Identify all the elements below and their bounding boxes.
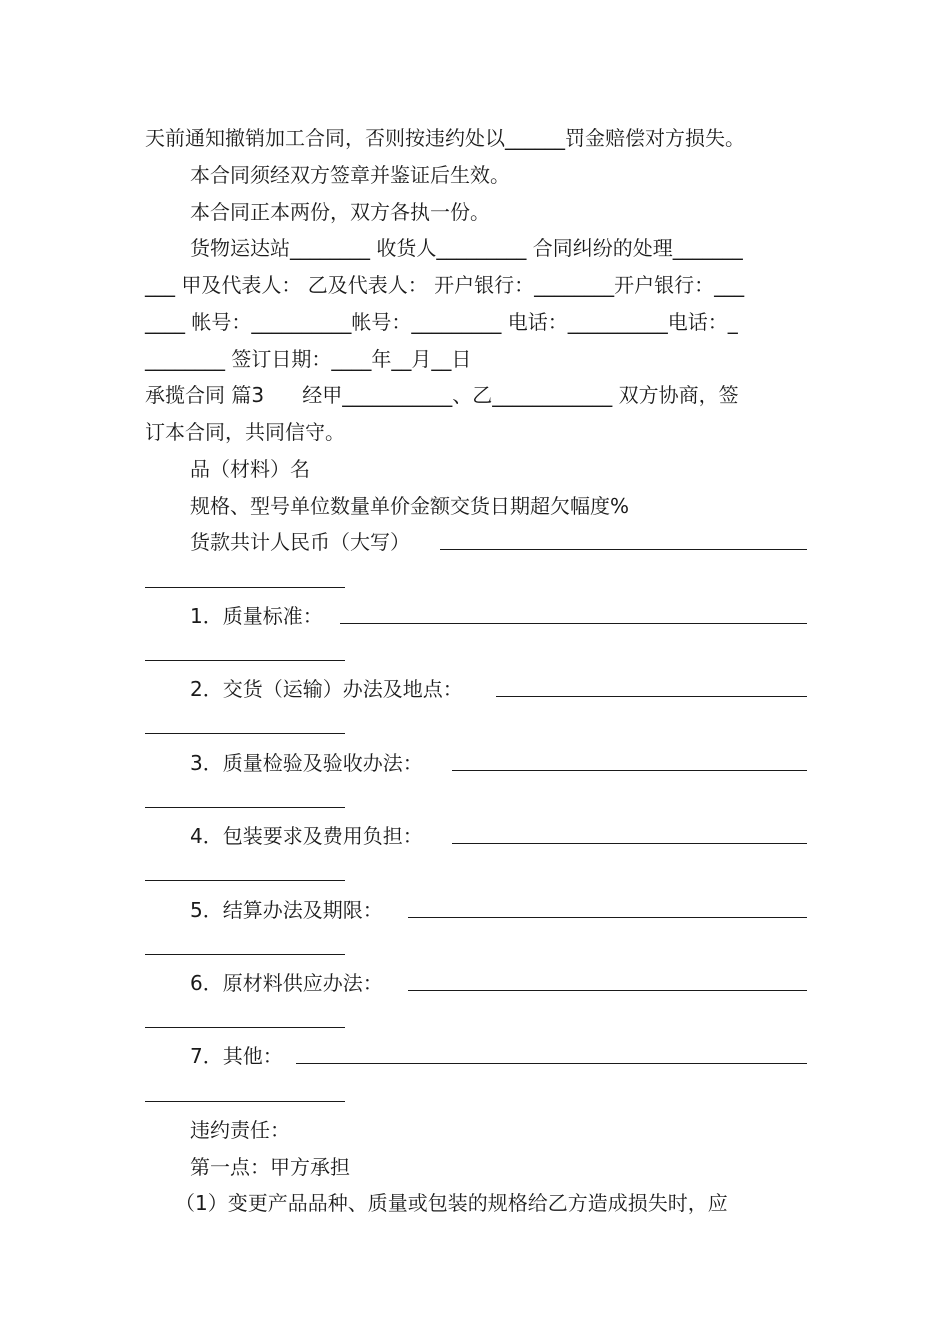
item-label: 6．原材料供应办法： <box>190 971 383 995</box>
paragraph: 本合同须经双方签章并鉴证后生效。 <box>190 163 510 187</box>
paragraph: 货物运达站________ 收货人_________ 合同纠纷的处理_______ <box>190 236 743 260</box>
blank-line <box>145 587 345 588</box>
item-label: 2．交货（运输）办法及地点： <box>190 677 463 701</box>
item-label: 7．其他： <box>190 1044 283 1068</box>
blank-line <box>145 660 345 661</box>
item-label: 货款共计人民币（大写） <box>190 530 410 554</box>
blank-line <box>145 1027 345 1028</box>
item-label: 5．结算办法及期限： <box>190 898 383 922</box>
blank-line <box>496 696 807 697</box>
blank-line <box>145 733 345 734</box>
item-label: 1．质量标准： <box>190 604 323 628</box>
paragraph: 订本合同，共同信守。 <box>145 420 345 444</box>
blank-line <box>145 880 345 881</box>
paragraph: ____ 帐号：__________帐号：_________ 电话：__________电话：_ <box>145 310 738 334</box>
blank-line <box>452 843 807 844</box>
blank-line <box>408 917 807 918</box>
blank-line <box>296 1063 807 1064</box>
paragraph: ________ 签订日期：____年__月__日 <box>145 347 472 371</box>
item-label: 4．包装要求及费用负担： <box>190 824 423 848</box>
blank-line <box>340 623 807 624</box>
blank-line <box>440 549 807 550</box>
paragraph: （1）变更产品品种、质量或包装的规格给乙方造成损失时，应 <box>175 1191 728 1215</box>
blank-line <box>145 807 345 808</box>
blank-line <box>145 954 345 955</box>
paragraph: 天前通知撤销加工合同，否则按违约处以______罚金赔偿对方损失。 <box>145 126 745 150</box>
paragraph: 规格、型号单位数量单价金额交货日期超欠幅度% <box>190 494 630 518</box>
paragraph: 品（材料）名 <box>190 457 310 481</box>
blank-line <box>145 1101 345 1102</box>
paragraph: 承揽合同 篇3 经甲___________、乙____________ 双方协商，签 <box>145 383 739 407</box>
paragraph: 第一点：甲方承担 <box>190 1155 350 1179</box>
item-label: 3．质量检验及验收办法： <box>190 751 423 775</box>
blank-line <box>452 770 807 771</box>
section-heading: 违约责任： <box>190 1118 290 1142</box>
paragraph: 本合同正本两份，双方各执一份。 <box>190 200 490 224</box>
blank-line <box>408 990 807 991</box>
paragraph: ___ 甲及代表人： 乙及代表人： 开户银行：________开户银行：___ <box>145 273 745 297</box>
